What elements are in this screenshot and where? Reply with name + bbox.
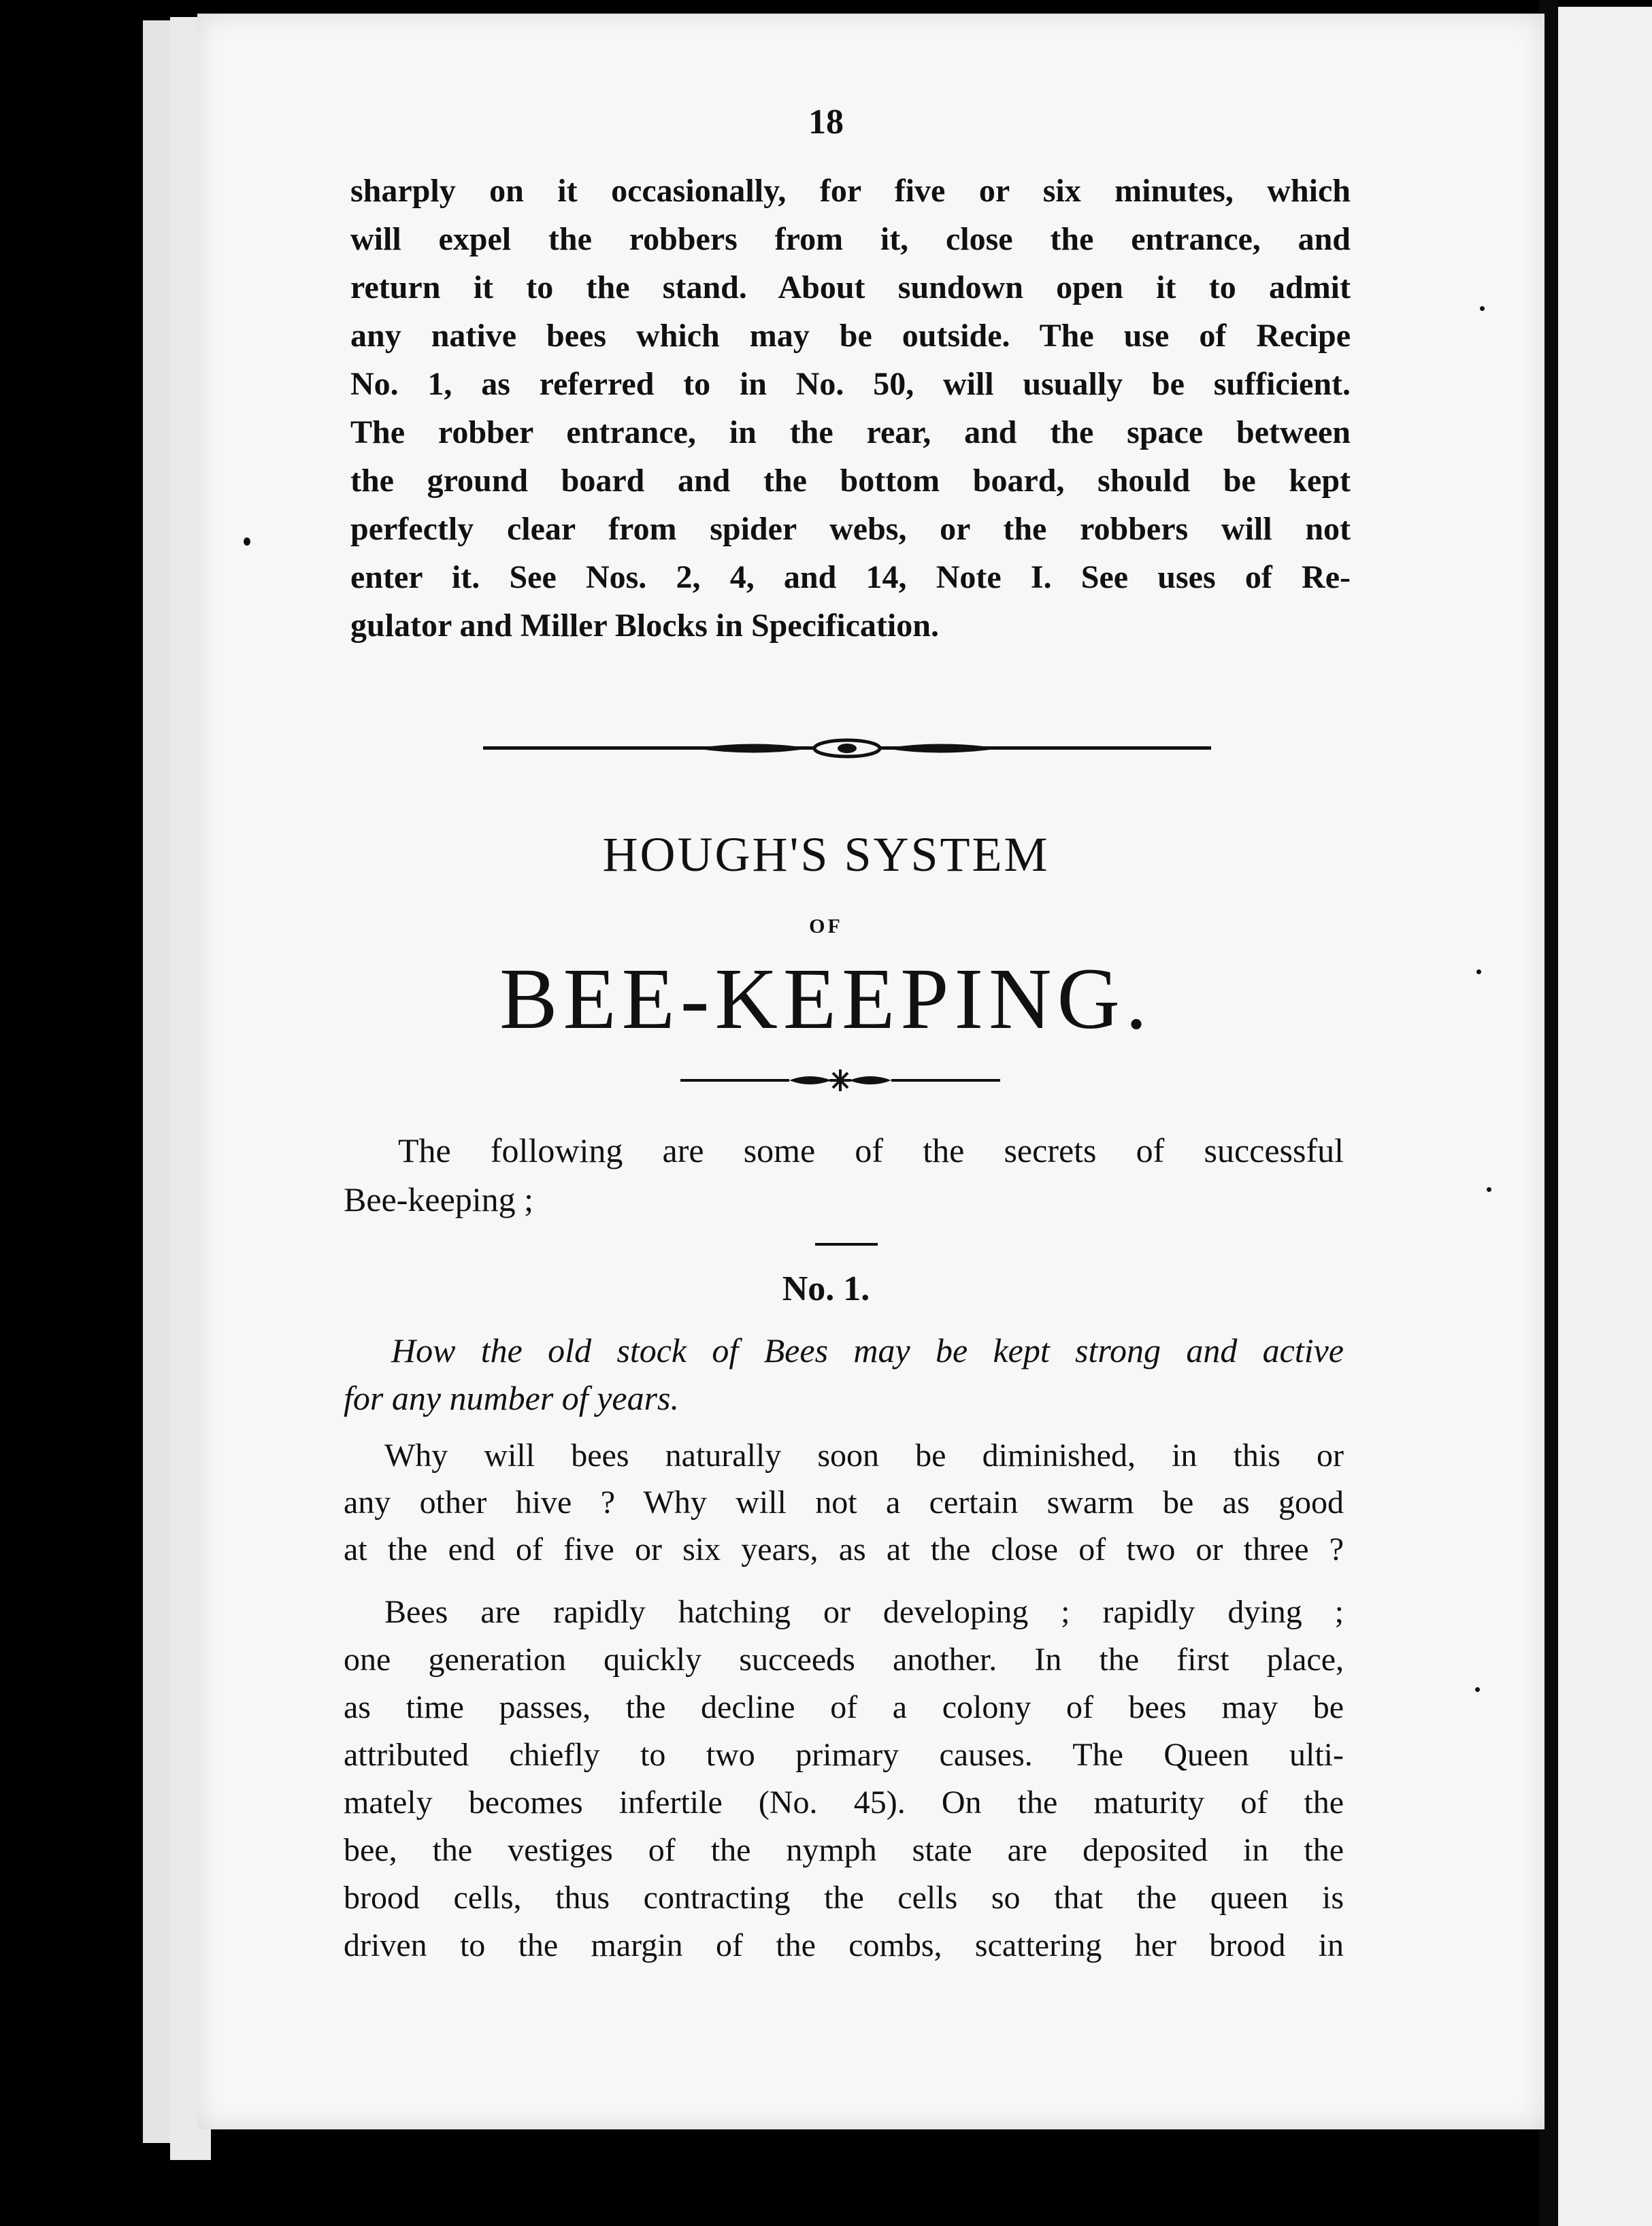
scan-speck (244, 537, 250, 546)
scan-speck (1480, 306, 1485, 311)
title-of: OF (809, 915, 843, 937)
text-line: enter it. See Nos. 2, 4, and 14, Note I. See uses of Re- (350, 559, 1351, 595)
paragraph-2 (344, 1589, 1344, 1970)
text-line: perfectly clear from spider webs, or the robbers will not (350, 511, 1351, 547)
ornamental-divider (483, 738, 1211, 759)
text-line: attributed chiefly to two primary causes. The Queen ulti- (344, 1737, 1344, 1773)
paragraph-1 (344, 1432, 1344, 1573)
section-subtitle (344, 1327, 1344, 1422)
text-line: brood cells, thus contracting the cells so that the queen is (344, 1880, 1344, 1916)
continued-paragraph (350, 167, 1351, 650)
page-number: 18 (808, 103, 844, 142)
text-line: The following are some of the secrets of successful (398, 1131, 1344, 1169)
text-line: return it to the stand. About sundown open it to admit (350, 269, 1351, 305)
title-line-1: HOUGH'S SYSTEM (602, 827, 1050, 882)
section-heading: No. 1. (782, 1269, 870, 1308)
title-line-2: BEE-KEEPING. (499, 950, 1153, 1047)
text-line: Bee-keeping ; (344, 1180, 534, 1218)
text-line: as time passes, the decline of a colony of bees may be (344, 1689, 1344, 1725)
text-line: the ground board and the bottom board, should be kept (350, 463, 1351, 499)
facing-page-edge (1558, 7, 1652, 2226)
text-line: one generation quickly succeeds another. In the first place, (344, 1642, 1344, 1678)
text-line: The robber entrance, in the rear, and the space between (350, 414, 1351, 450)
text-line: Bees are rapidly hatching or developing ; rapidly dying ; (384, 1594, 1344, 1630)
text-line: Why will bees naturally soon be diminished, in this or (384, 1438, 1344, 1474)
text-line: for any number of years. (344, 1379, 679, 1417)
scan-speck (1487, 1187, 1491, 1192)
text-line: will expel the robbers from it, close the entrance, and (350, 221, 1351, 257)
text-line: mately becomes infertile (No. 45). On the maturity of the (344, 1784, 1344, 1821)
text-line: No. 1, as referred to in No. 50, will usually be sufficient. (350, 366, 1351, 402)
scan-speck (1475, 1687, 1480, 1692)
intro-paragraph (344, 1126, 1344, 1224)
text-line: any native bees which may be outside. The use of Recipe (350, 318, 1351, 354)
text-line: any other hive ? Why will not a certain swarm be as good (344, 1484, 1344, 1521)
text-line: sharply on it occasionally, for five or six minutes, which (350, 173, 1351, 209)
short-rule (815, 1243, 878, 1246)
text-line: bee, the vestiges of the nymph state are deposited in the (344, 1832, 1344, 1868)
text-line: gulator and Miller Blocks in Specification. (350, 608, 939, 644)
small-ornament (680, 1067, 1000, 1094)
text-line: How the old stock of Bees may be kept strong and active (391, 1331, 1344, 1369)
text-line: driven to the margin of the combs, scattering her brood in (344, 1927, 1344, 1963)
text-line: at the end of five or six years, as at the close of two or three ? (344, 1531, 1344, 1567)
